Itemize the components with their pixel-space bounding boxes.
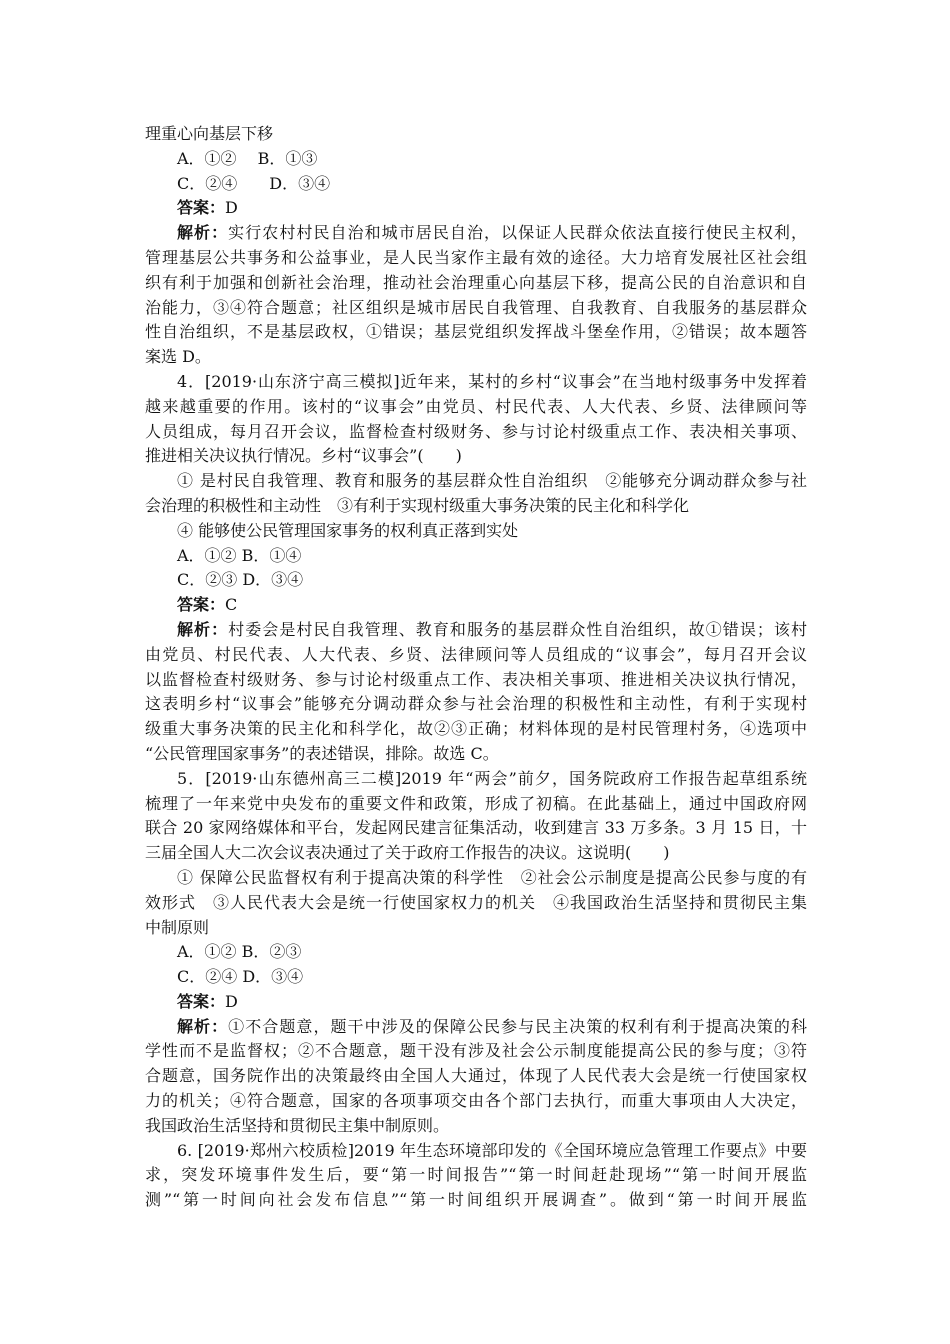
text-line [145, 395, 807, 420]
line-text: 合题意，国务院作出的决策最终由全国人大通过，体现了人民代表大会是统一行使国家权 [145, 1066, 807, 1086]
text-line [145, 1089, 807, 1114]
line-label: 解析： [177, 223, 229, 243]
line-label: 解析： [177, 619, 229, 639]
text-line [145, 172, 807, 197]
text-line [145, 1039, 807, 1064]
line-text: D [225, 991, 238, 1011]
text-line [145, 692, 807, 717]
text-line [145, 742, 807, 767]
line-text: ① 保障公民监督权有利于提高决策的科学性 ②社会公示制度是提高公民参与度的有 [177, 867, 807, 887]
line-text: 人员组成，每月召开会议，监督检查村级财务、参与讨论村级重点工作、表决相关事项、 [145, 421, 807, 441]
text-line [145, 717, 807, 742]
text-line [145, 122, 807, 147]
text-line [145, 618, 807, 643]
text-line [145, 1015, 807, 1040]
line-text: 级重大事务决策的民主化和科学化，故②③正确；材料体现的是村民管理村务，④选项中 [145, 719, 807, 739]
text-line [145, 593, 807, 618]
text-line [145, 1188, 807, 1213]
line-text: 求，突发环境事件发生后，要“第一时间报告”“第一时间赶赴现场”“第一时间开展监 [145, 1165, 807, 1185]
text-line [145, 370, 807, 395]
line-text: A．①② B．②③ [177, 942, 302, 962]
text-line [145, 196, 807, 221]
line-text: 三届全国人大二次会议表决通过了关于政府工作报告的决议。这说明( ) [145, 843, 670, 863]
text-line [145, 494, 807, 519]
line-text: 理重心向基层下移 [145, 124, 274, 143]
line-text: 4．[2019·山东济宁高三模拟]近年来，某村的乡村“议事会”在当地村级事务中发挥着 [177, 371, 807, 391]
line-text: 联合 20 家网络媒体和平台，发起网民建言征集活动，收到建言 33 万多条。3 月 15 日，十 [145, 818, 807, 838]
text-line [145, 320, 807, 345]
text-line [145, 444, 807, 469]
line-text: “公民管理国家事务”的表述错误，排除。故选 C。 [145, 743, 499, 763]
text-line [145, 568, 807, 593]
line-text: C．②④ D．③④ [177, 967, 304, 987]
text-line [145, 519, 807, 544]
text-line [145, 544, 807, 569]
line-text: 治能力，③④符合题意；社区组织是城市居民自我管理、自我教育、自我服务的基层群众 [145, 297, 807, 317]
line-text: 我国政治生活坚持和贯彻民主集中制原则。 [145, 1115, 450, 1135]
text-line [145, 816, 807, 841]
line-text: 会治理的积极性和主动性 ③有利于实现村级重大事务决策的民主化和科学化 [145, 495, 690, 515]
line-text: 6. [2019·郑州六校质检]2019 年生态环境部印发的《全国环境应急管理工作要点》中要 [177, 1140, 807, 1160]
text-line [145, 841, 807, 866]
line-label: 答案： [177, 198, 226, 218]
line-text: ④ 能够使公民管理国家事务的权利真正落到实处 [177, 520, 519, 540]
line-text: 效形式 ③人民代表大会是统一行使国家权力的机关 ④我国政治生活坚持和贯彻民主集 [145, 892, 807, 912]
text-line [145, 965, 807, 990]
line-text: 越来越重要的作用。该村的“议事会”由党员、村民代表、人大代表、乡贤、法律顾问等 [145, 396, 807, 416]
line-text: C．②④ D．③④ [177, 173, 331, 193]
line-text: A．①② B．①③ [177, 148, 318, 168]
line-text: D [225, 198, 238, 218]
line-text: 力的机关；④符合题意，国家的各项事项交由各个部门去执行，而重大事项由人大决定， [145, 1091, 807, 1111]
line-text: 梳理了一年来党中央发布的重要文件和政策，形成了初稿。在此基础上，通过中国政府网 [145, 793, 807, 813]
line-label: 答案： [177, 595, 226, 615]
line-text: C．②③ D．③④ [177, 570, 304, 590]
text-line [145, 866, 807, 891]
text-line [145, 147, 807, 172]
line-text: ① 是村民自我管理、教育和服务的基层群众性自治组织 ②能够充分调动群众参与社 [177, 471, 807, 491]
line-text: 性自治组织，不是基层政权，①错误；基层党组织发挥战斗堡垒作用，②错误；故本题答 [145, 322, 807, 342]
text-line [145, 1064, 807, 1089]
text-line [145, 469, 807, 494]
line-label: 答案： [177, 991, 226, 1011]
line-text: 中制原则 [145, 917, 210, 937]
text-line [145, 271, 807, 296]
line-text: 村委会是村民自我管理、教育和服务的基层群众性自治组织，故①错误；该村 [228, 619, 807, 639]
text-line [145, 1139, 807, 1164]
line-text: A．①② B．①④ [177, 545, 302, 565]
text-line [145, 767, 807, 792]
line-text: 案选 D。 [145, 347, 211, 367]
text-line [145, 792, 807, 817]
document-page [145, 122, 807, 1213]
text-line [145, 1114, 807, 1139]
text-line [145, 891, 807, 916]
text-line [145, 345, 807, 370]
text-line [145, 420, 807, 445]
line-text: 织有利于加强和创新社会治理，推动社会治理重心向基层下移，提高公民的自治意识和自 [145, 272, 807, 292]
line-text: 学性而不是监督权；②不合题意，题干没有涉及社会公示制度能提高公民的参与度；③符 [145, 1041, 807, 1061]
line-text: 这表明乡村“议事会”能够充分调动群众参与社会治理的积极性和主动性，有利于实现村 [145, 694, 807, 714]
text-line [145, 940, 807, 965]
text-line [145, 668, 807, 693]
text-line [145, 221, 807, 246]
line-text: 实行农村村民自治和城市居民自治，以保证人民群众依法直接行使民主权利， [228, 223, 807, 243]
text-line [145, 246, 807, 271]
text-line [145, 1163, 807, 1188]
line-text: C [225, 595, 238, 615]
line-text: 管理基层公共事务和公益事业，是人民当家作主最有效的途径。大力培育发展社区社会组 [145, 247, 807, 267]
text-line [145, 643, 807, 668]
line-text: 以监督检查村级财务、参与讨论村级重点工作、表决相关事项、推进相关决议执行情况， [145, 669, 807, 689]
text-line [145, 916, 807, 941]
line-text: 推进相关决议执行情况。乡村“议事会”( ) [145, 446, 462, 466]
line-text: 5．[2019·山东德州高三二模]2019 年“两会”前夕，国务院政府工作报告起草组系统 [177, 768, 807, 788]
text-line [145, 296, 807, 321]
line-text: 由党员、村民代表、人大代表、乡贤、法律顾问等人员组成的“议事会”，每月召开会议 [145, 644, 807, 664]
line-label: 解析： [177, 1016, 229, 1036]
line-text: 测”“第一时间向社会发布信息”“第一时间组织开展调查”。做到“第一时间开展监 [145, 1190, 807, 1210]
text-line [145, 990, 807, 1015]
line-text: ①不合题意，题干中涉及的保障公民参与民主决策的权利有利于提高决策的科 [228, 1016, 807, 1036]
